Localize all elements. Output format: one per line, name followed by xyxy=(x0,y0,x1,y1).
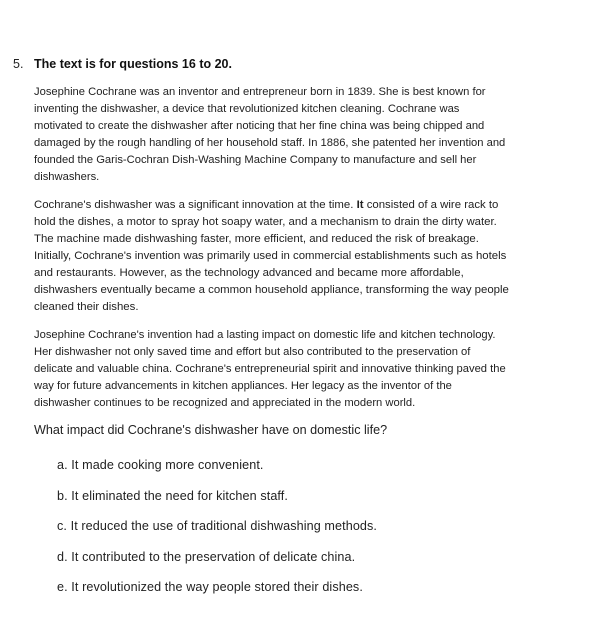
answer-options xyxy=(57,458,578,611)
passage-paragraph-3: Josephine Cochrane's invention had a lasting impact on domestic life and kitchen technology. Her dishwasher not only saved time and effort but also contributed to the preservation of delicate and valuable china. Cochrane's entrepreneurial spirit and innovative thinking paved the way for future advancements in kitchen appliances. Her legacy as the inventor of the dishwasher continues to be recognized and appreciated in the modern world. xyxy=(34,329,506,409)
paragraph-2-text-start: Cochrane's dishwasher was a significant innovation at the time. xyxy=(34,199,357,211)
question-header xyxy=(13,57,578,71)
option-d[interactable]: d. It contributed to the preservation of delicate china. xyxy=(57,549,356,564)
passage-paragraph-2 xyxy=(34,197,510,316)
question-number: 5. xyxy=(13,57,24,71)
question-instruction: The text is for questions 16 to 20. xyxy=(34,57,232,71)
option-a[interactable]: a. It made cooking more convenient. xyxy=(57,458,264,472)
question-prompt: What impact did Cochrane's dishwasher have on domestic life? xyxy=(34,423,388,437)
question-block xyxy=(13,57,578,611)
paragraph-2-text-end: consisted of a wire rack to hold the dishes, a motor to spray hot soapy water, and a mechanism to drain the dirty water. The machine made dishwashing faster, more efficient, and reduced the risk of breakage. Initially, Cochrane's invention was primarily used in commercial establishments such as hotels and restaurants. However, as the technology advanced and became more affordable, dishwashers eventually became a common household appliance, transforming the way people cleaned their dishes. xyxy=(34,199,509,313)
paragraph-2-emphasis: It xyxy=(356,199,364,211)
option-e[interactable]: e. It revolutionized the way people stored their dishes. xyxy=(57,580,363,594)
option-c[interactable]: c. It reduced the use of traditional dishwashing methods. xyxy=(57,519,378,533)
reading-passage xyxy=(34,84,510,412)
passage-paragraph-1: Josephine Cochrane was an inventor and entrepreneur born in 1839. She is best known for inventing the dishwasher, a device that revolutionized kitchen cleaning. Cochrane was motivated to create the dishwasher after noticing that her fine china was being chipped and damaged by the rough handling of her household staff. In 1886, she patented her invention and founded the Garis-Cochran Dish-Washing Machine Company to manufacture and sell her dishwashers. xyxy=(34,86,506,183)
option-b[interactable]: b. It eliminated the need for kitchen staff. xyxy=(57,488,288,503)
